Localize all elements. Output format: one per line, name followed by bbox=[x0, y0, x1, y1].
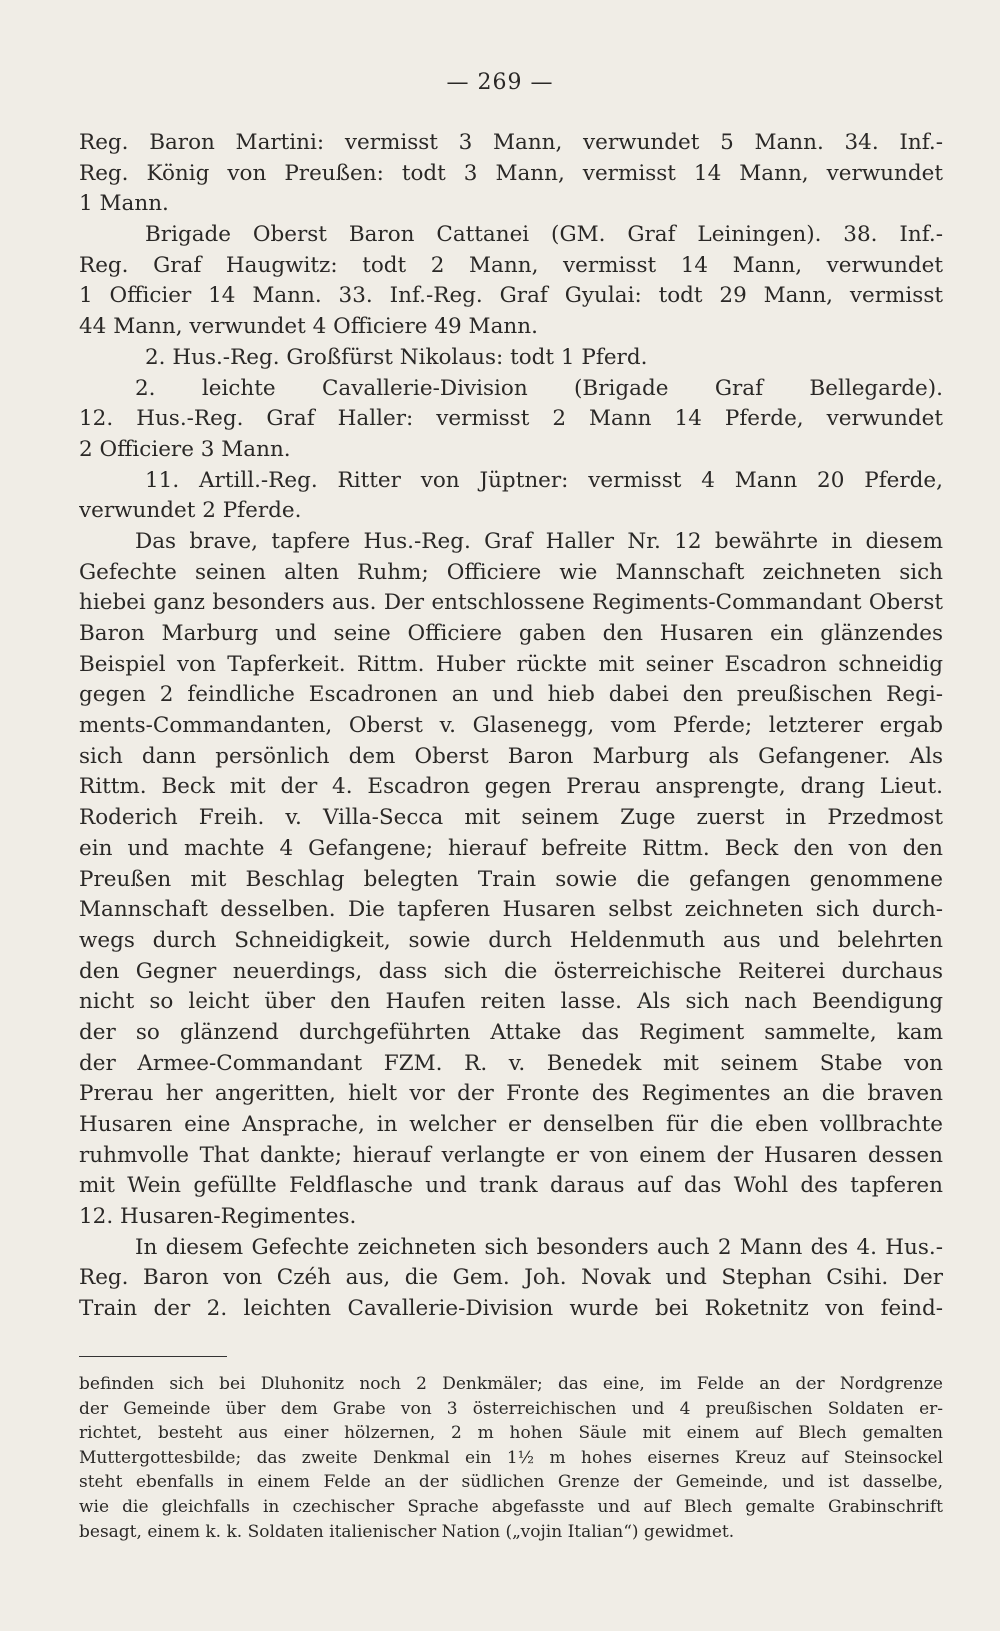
text-line: 2. Hus.-Reg. Großfürst Nikolaus: todt 1 Pferd. bbox=[145, 344, 648, 370]
text-line: Baron Marburg und seine Officiere gaben den Husaren ein glänzendes bbox=[79, 621, 943, 646]
text-line: mit Wein gefüllte Feldflasche und trank daraus auf das Wohl des tapferen bbox=[79, 1173, 943, 1199]
text-line: Rittm. Beck mit der 4. Escadron gegen Prerau ansprengte, drang Lieut. bbox=[79, 774, 943, 800]
text-line: 1 Mann. bbox=[79, 191, 169, 217]
text-line: verwundet 2 Pferde. bbox=[79, 498, 302, 524]
text-line: ments-Commandanten, Oberst v. Glasenegg, vom Pferde; letzterer ergab bbox=[79, 713, 943, 739]
text-line: ruhmvolle That dankte; hierauf verlangte er von einem der Husaren dessen bbox=[79, 1142, 943, 1168]
text-line: Mannschaft desselben. Die tapferen Husaren selbst zeichneten sich durch- bbox=[79, 897, 943, 923]
text-line: 11. Artill.-Reg. Ritter von Jüptner: vermisst 4 Mann 20 Pferde, bbox=[145, 467, 943, 493]
footnote-line: wie die gleichfalls in czechischer Sprache abgefasste und auf Blech gemalte Grabinschrift bbox=[79, 1496, 943, 1517]
page-number: — 269 — bbox=[446, 70, 554, 95]
text-line: 1 Officier 14 Mann. 33. Inf.-Reg. Graf Gyulai: todt 29 Mann, vermisst bbox=[79, 283, 943, 309]
text-line: hiebei ganz besonders aus. Der entschlossene Regiments-Commandant Oberst bbox=[79, 590, 943, 616]
text-line: 44 Mann, verwundet 4 Officiere 49 Mann. bbox=[79, 314, 538, 340]
text-line: 12. Hus.-Reg. Graf Haller: vermisst 2 Mann 14 Pferde, verwundet bbox=[79, 406, 943, 432]
text-line: Reg. Baron Martini: vermisst 3 Mann, verwundet 5 Mann. 34. Inf.- bbox=[79, 130, 943, 155]
footnote-line: besagt, einem k. k. Soldaten italienischer Nation („vojin Italian“) gewidmet. bbox=[79, 1521, 735, 1542]
text-line: In diesem Gefechte zeichneten sich besonders auch 2 Mann des 4. Hus.- bbox=[135, 1234, 943, 1260]
text-line: der so glänzend durchgeführten Attake das Regiment sammelte, kam bbox=[79, 1019, 943, 1045]
text-line: Preußen mit Beschlag belegten Train sowie die gefangen genommene bbox=[79, 866, 943, 892]
text-line: Reg. Baron von Czéh aus, die Gem. Joh. Novak und Stephan Csihi. Der bbox=[79, 1265, 943, 1291]
footnote-line: richtet, besteht aus einer hölzernen, 2 m hohen Säule mit einem auf Blech gemalten bbox=[79, 1423, 943, 1444]
text-line: Prerau her angeritten, hielt vor der Fronte des Regimentes an die braven bbox=[79, 1081, 943, 1107]
footnote-line: Muttergottesbilde; das zweite Denkmal ein 1½ m hohes eisernes Kreuz auf Steinsockel bbox=[79, 1447, 943, 1468]
text-line: Reg. Graf Haugwitz: todt 2 Mann, vermisst 14 Mann, verwundet bbox=[79, 252, 943, 278]
text-line: sich dann persönlich dem Oberst Baron Marburg als Gefangener. Als bbox=[79, 743, 943, 769]
text-line: gegen 2 feindliche Escadronen an und hieb dabei den preußischen Regi- bbox=[79, 682, 943, 708]
text-line: Train der 2. leichten Cavallerie-Division wurde bei Roketnitz von feind- bbox=[79, 1296, 943, 1322]
text-line: Roderich Freih. v. Villa-Secca mit seinem Zuge zuerst in Przedmost bbox=[79, 805, 943, 831]
text-line: Gefechte seinen alten Ruhm; Officiere wie Mannschaft zeichneten sich bbox=[79, 559, 943, 585]
text-line: den Gegner neuerdings, dass sich die österreichische Reiterei durchaus bbox=[79, 958, 943, 984]
text-line: Beispiel von Tapferkeit. Rittm. Huber rückte mit seiner Escadron schneidig bbox=[79, 651, 943, 677]
text-line: der Armee-Commandant FZM. R. v. Benedek mit seinem Stabe von bbox=[79, 1050, 943, 1076]
footnote-line: steht ebenfalls in einem Felde an der südlichen Grenze der Gemeinde, und ist dasselbe, bbox=[79, 1472, 943, 1493]
text-line: 2 Officiere 3 Mann. bbox=[79, 436, 291, 462]
text-line: 12. Husaren-Regimentes. bbox=[79, 1204, 357, 1230]
text-line: Reg. König von Preußen: todt 3 Mann, vermisst 14 Mann, verwundet bbox=[79, 160, 943, 186]
text-line: nicht so leicht über den Haufen reiten lasse. Als sich nach Beendigung bbox=[79, 989, 943, 1015]
text-line: wegs durch Schneidigkeit, sowie durch Heldenmuth aus und belehrten bbox=[79, 927, 943, 953]
text-line: Das brave, tapfere Hus.-Reg. Graf Haller Nr. 12 bewährte in diesem bbox=[135, 528, 943, 554]
text-line: Husaren eine Ansprache, in welcher er denselben für die eben vollbrachte bbox=[79, 1112, 943, 1137]
text-line: Brigade Oberst Baron Cattanei (GM. Graf Leiningen). 38. Inf.- bbox=[145, 222, 943, 248]
footnote-divider bbox=[79, 1356, 227, 1357]
footnote-line: der Gemeinde über dem Grabe von 3 österreichischen und 4 preußischen Soldaten er- bbox=[79, 1398, 943, 1419]
footnote-line: befinden sich bei Dluhonitz noch 2 Denkmäler; das eine, im Felde an der Nordgrenze bbox=[79, 1374, 943, 1394]
text-line: 2. leichte Cavallerie-Division (Brigade Graf Bellegarde). bbox=[135, 375, 943, 401]
footnote bbox=[79, 1372, 943, 1544]
text-line: ein und machte 4 Gefangene; hierauf befreite Rittm. Beck den von den bbox=[79, 835, 943, 861]
main-text bbox=[79, 128, 943, 1325]
